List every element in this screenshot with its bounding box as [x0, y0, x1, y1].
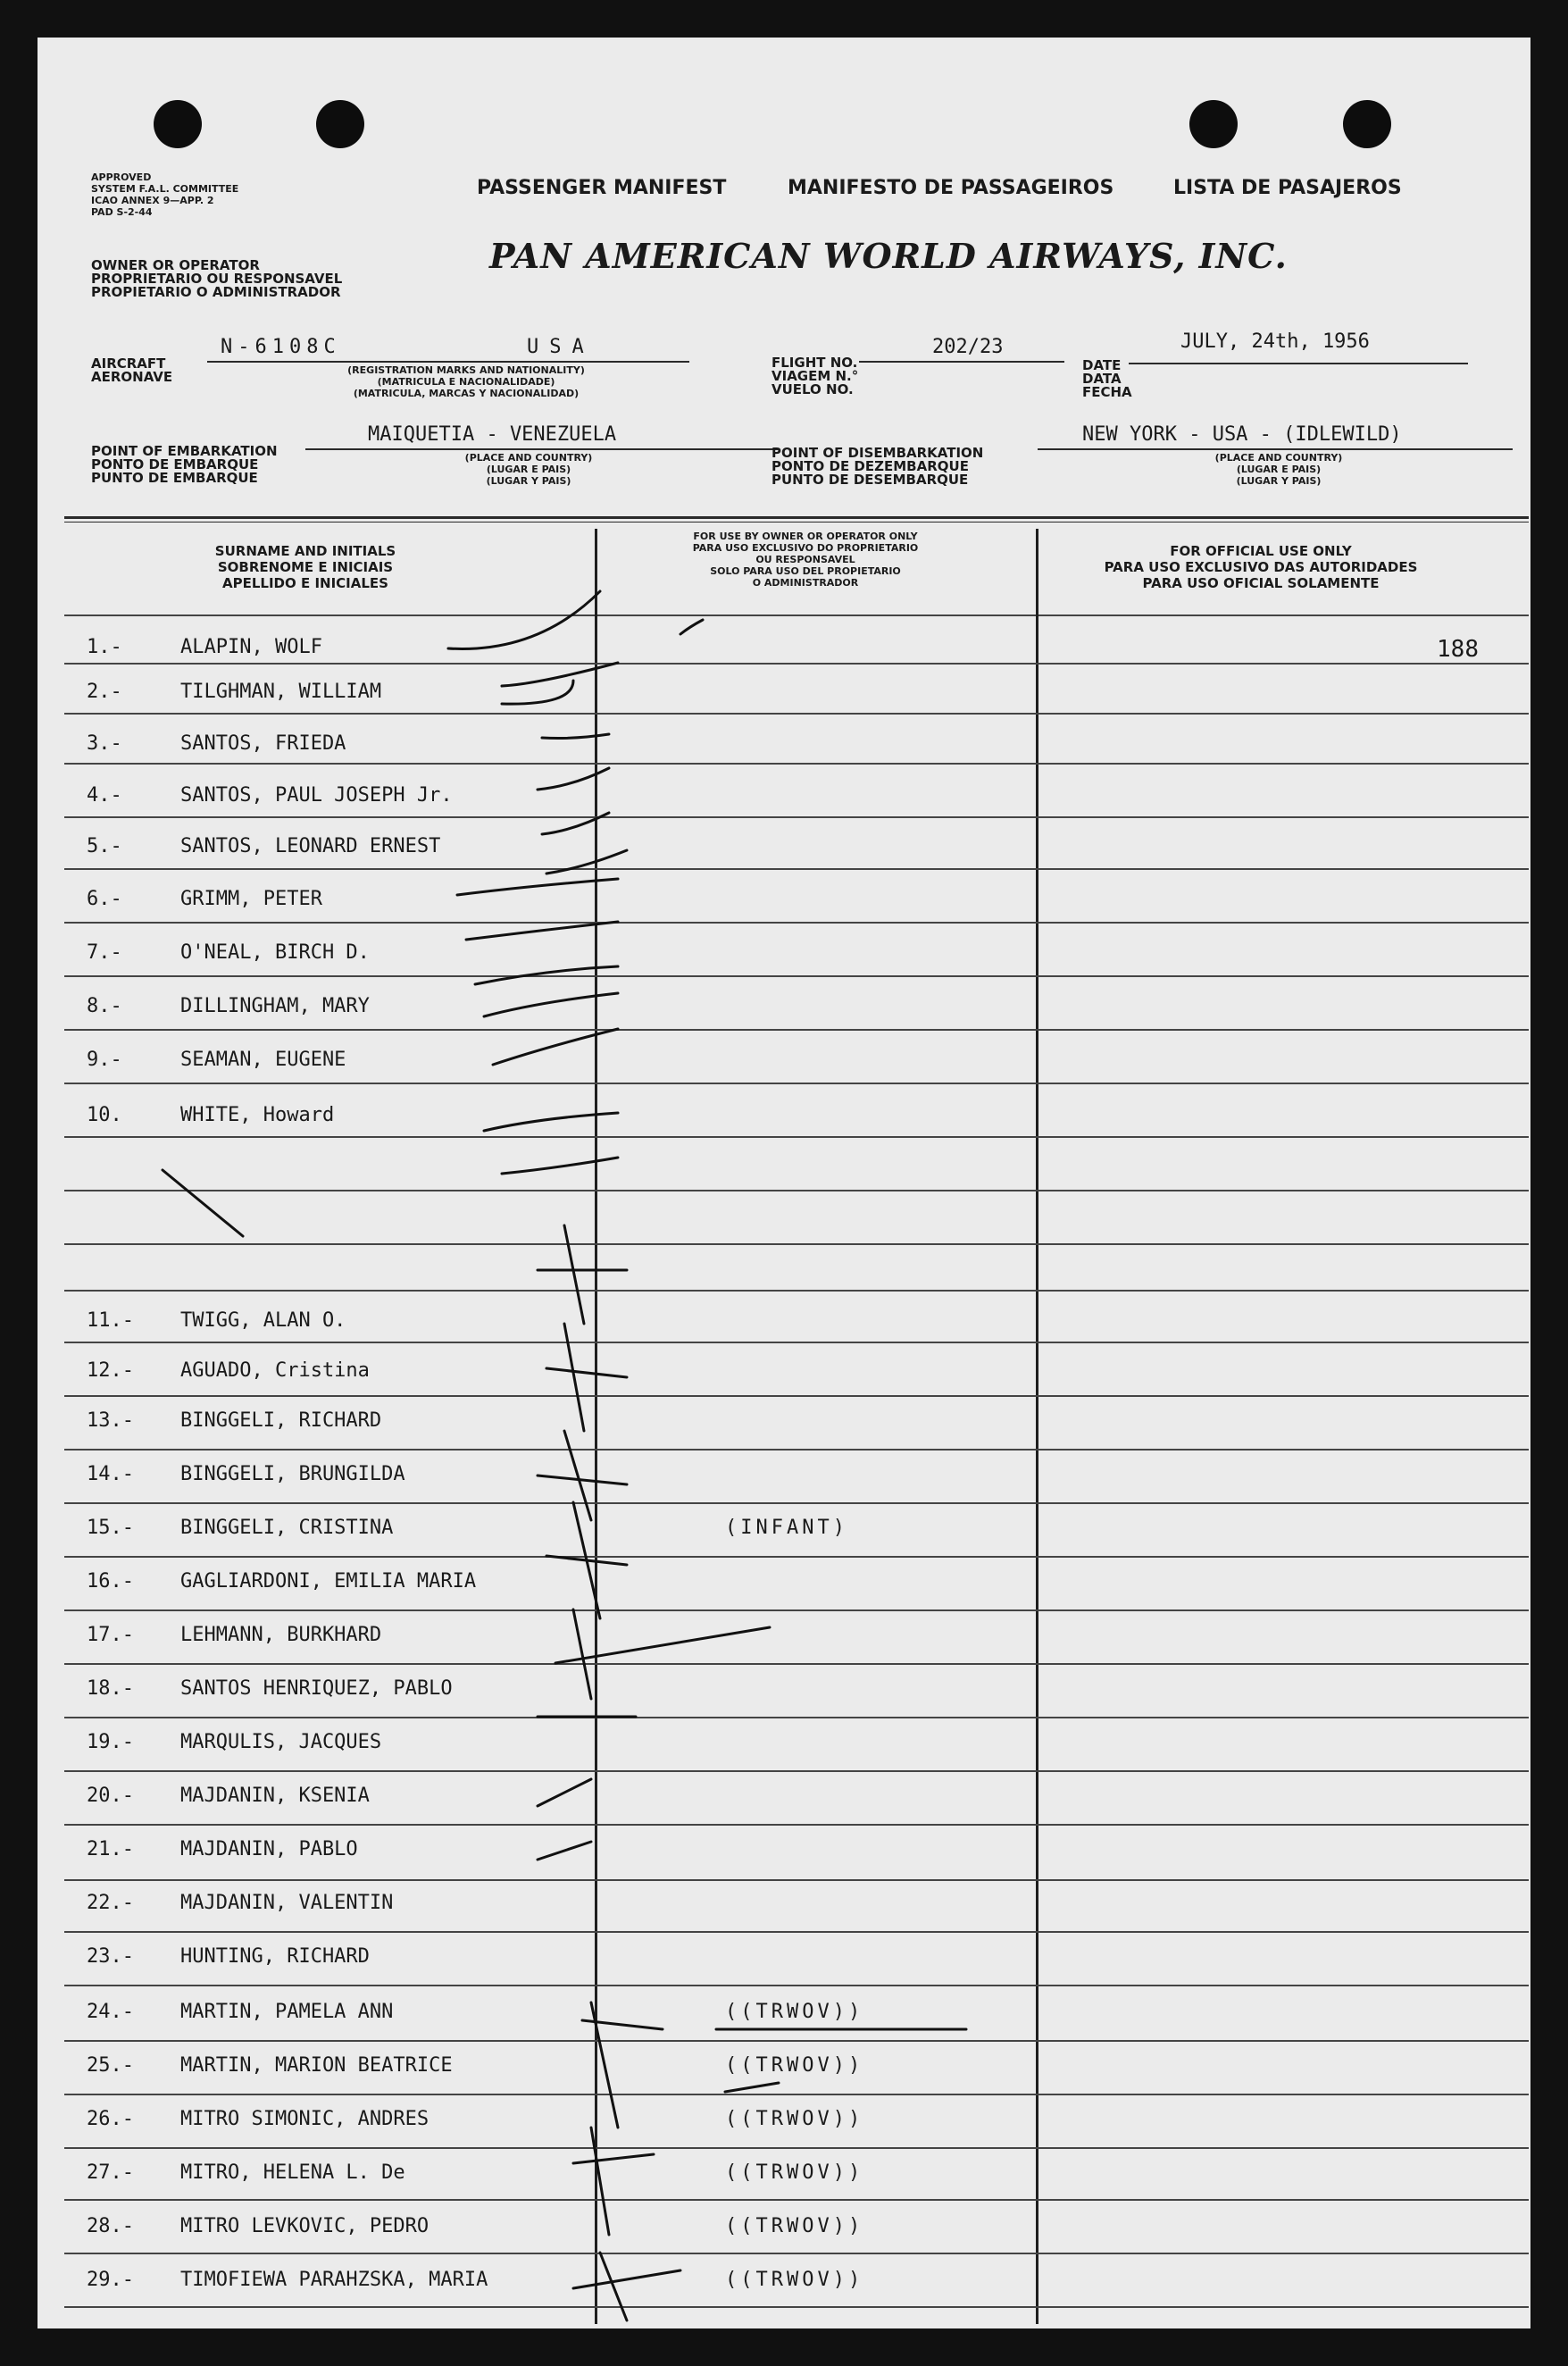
- official-count: 188: [1437, 636, 1479, 663]
- passenger-name: SANTOS, FRIEDA: [180, 732, 346, 755]
- passenger-name: WHITE, Howard: [180, 1104, 335, 1126]
- column-header-names: SURNAME AND INITIALS SOBRENOME E INICIAIS APELLIDO E INICIALES: [214, 543, 396, 591]
- passenger-name: TIMOFIEWA PARAHZSKA, MARIA: [180, 2269, 488, 2291]
- flight-caption: FLIGHT NO. VIAGEM N.° VUELO NO.: [771, 355, 859, 397]
- passenger-number: 10.: [87, 1104, 122, 1126]
- passenger-name: TWIGG, ALAN O.: [180, 1309, 346, 1332]
- passenger-number: 1.-: [87, 636, 122, 658]
- passenger-name: MITRO SIMONIC, ANDRES: [180, 2108, 430, 2130]
- passenger-name: O'NEAL, BIRCH D.: [180, 941, 370, 964]
- column-header-official: FOR OFFICIAL USE ONLY PARA USO EXCLUSIVO DAS AUTORIDADES PARA USO OFICIAL SOLAMENTE: [1104, 543, 1418, 591]
- aircraft-caption: AIRCRAFT AERONAVE: [91, 355, 173, 385]
- passenger-number: 6.-: [87, 888, 122, 910]
- passenger-name: TILGHMAN, WILLIAM: [180, 681, 382, 703]
- passenger-number: 16.-: [87, 1570, 134, 1593]
- passenger-name: SEAMAN, EUGENE: [180, 1049, 346, 1071]
- passenger-number: 20.-: [87, 1785, 134, 1807]
- passenger-number: 26.-: [87, 2108, 134, 2130]
- passenger-name: SANTOS, LEONARD ERNEST: [180, 835, 441, 857]
- embarkation-place: MAIQUETIA - VENEZUELA: [368, 423, 617, 446]
- passenger-name: ALAPIN, WOLF: [180, 636, 322, 658]
- passenger-name: GAGLIARDONI, EMILIA MARIA: [180, 1570, 477, 1593]
- disembarkation-caption: POINT OF DISEMBARKATION PONTO DE DEZEMBARQUE PUNTO DE DESEMBARQUE: [771, 445, 984, 488]
- embarkation-caption: POINT OF EMBARKATION PONTO DE EMBARQUE PUNTO DE EMBARQUE: [91, 443, 278, 486]
- passenger-number: 2.-: [87, 681, 122, 703]
- passenger-name: MAJDANIN, VALENTIN: [180, 1892, 394, 1914]
- passenger-number: 29.-: [87, 2269, 134, 2291]
- passenger-name: SANTOS, PAUL JOSEPH Jr.: [180, 784, 453, 807]
- owner-operator-caption: OWNER OR OPERATOR PROPRIETARIO OU RESPONSAVEL PROPIETARIO O ADMINISTRADOR: [91, 257, 343, 300]
- passenger-note: ((TRWOV)): [725, 2054, 864, 2077]
- aircraft-nationality: USA: [527, 336, 595, 358]
- passenger-number: 13.-: [87, 1409, 134, 1432]
- passenger-number: 25.-: [87, 2054, 134, 2077]
- passenger-name: MITRO, HELENA L. De: [180, 2161, 405, 2184]
- passenger-name: AGUADO, Cristina: [180, 1359, 370, 1382]
- passenger-name: DILLINGHAM, MARY: [180, 995, 370, 1017]
- passenger-number: 22.-: [87, 1892, 134, 1914]
- passenger-number: 19.-: [87, 1731, 134, 1753]
- passenger-note: ((TRWOV)): [725, 2001, 864, 2023]
- passenger-number: 15.-: [87, 1517, 134, 1539]
- passenger-name: GRIMM, PETER: [180, 888, 322, 910]
- disembarkation-place: NEW YORK - USA - (IDLEWILD): [1082, 423, 1402, 446]
- disembarkation-place-caption: (PLACE AND COUNTRY) (LUGAR E PAIS) (LUGAR Y PAIS): [1214, 452, 1343, 487]
- registration-caption: (REGISTRATION MARKS AND NATIONALITY) (MATRICULA E NACIONALIDADE) (MATRICULA, MARCAS Y NACIONALIDAD): [347, 364, 585, 399]
- passenger-number: 11.-: [87, 1309, 134, 1332]
- passenger-name: MITRO LEVKOVIC, PEDRO: [180, 2215, 430, 2237]
- passenger-number: 9.-: [87, 1049, 122, 1071]
- passenger-number: 27.-: [87, 2161, 134, 2184]
- passenger-note: (INFANT): [725, 1517, 848, 1539]
- date-caption: DATE DATA FECHA: [1082, 357, 1132, 400]
- manifest-sheet: [38, 38, 1530, 2328]
- approval-caption: APPROVED SYSTEM F.A.L. COMMITTEE ICAO ANNEX 9—APP. 2 PAD S-2-44: [91, 171, 239, 218]
- passenger-number: 21.-: [87, 1838, 134, 1860]
- passenger-note: ((TRWOV)): [725, 2108, 864, 2130]
- title-portuguese: MANIFESTO DE PASSAGEIROS: [788, 177, 1114, 199]
- passenger-number: 28.-: [87, 2215, 134, 2237]
- passenger-number: 14.-: [87, 1463, 134, 1485]
- passenger-name: LEHMANN, BURKHARD: [180, 1624, 382, 1646]
- passenger-name: HUNTING, RICHARD: [180, 1945, 370, 1968]
- passenger-number: 5.-: [87, 835, 122, 857]
- passenger-number: 18.-: [87, 1677, 134, 1700]
- title-spanish: LISTA DE PASAJEROS: [1173, 177, 1402, 199]
- aircraft-registration: N-6108C: [221, 336, 341, 358]
- airline-name: PAN AMERICAN WORLD AIRWAYS, INC.: [489, 236, 1288, 276]
- passenger-name: MARTIN, PAMELA ANN: [180, 2001, 394, 2023]
- passenger-note: ((TRWOV)): [725, 2215, 864, 2237]
- passenger-number: 4.-: [87, 784, 122, 807]
- handwritten-marks: [38, 38, 1530, 2328]
- passenger-number: 7.-: [87, 941, 122, 964]
- title-english: PASSENGER MANIFEST: [477, 177, 727, 199]
- passenger-number: 23.-: [87, 1945, 134, 1968]
- passenger-number: 8.-: [87, 995, 122, 1017]
- passenger-number: 12.-: [87, 1359, 134, 1382]
- passenger-name: MARQULIS, JACQUES: [180, 1731, 382, 1753]
- column-header-operator: FOR USE BY OWNER OR OPERATOR ONLY PARA USO EXCLUSIVO DO PROPRIETARIO OU RESPONSAVEL SOLO PARA USO DEL PROPIETARIO O ADMINISTRADOR: [692, 531, 919, 589]
- flight-number: 202/23: [932, 336, 1004, 358]
- passenger-number: 3.-: [87, 732, 122, 755]
- passenger-name: SANTOS HENRIQUEZ, PABLO: [180, 1677, 453, 1700]
- passenger-name: BINGGELI, CRISTINA: [180, 1517, 394, 1539]
- passenger-name: BINGGELI, BRUNGILDA: [180, 1463, 405, 1485]
- passenger-note: ((TRWOV)): [725, 2161, 864, 2184]
- passenger-name: BINGGELI, RICHARD: [180, 1409, 382, 1432]
- embarkation-place-caption: (PLACE AND COUNTRY) (LUGAR E PAIS) (LUGAR Y PAIS): [464, 452, 593, 487]
- passenger-note: ((TRWOV)): [725, 2269, 864, 2291]
- passenger-name: MARTIN, MARION BEATRICE: [180, 2054, 453, 2077]
- passenger-number: 24.-: [87, 2001, 134, 2023]
- passenger-number: 17.-: [87, 1624, 134, 1646]
- passenger-name: MAJDANIN, PABLO: [180, 1838, 358, 1860]
- passenger-name: MAJDANIN, KSENIA: [180, 1785, 370, 1807]
- date: JULY, 24th, 1956: [1180, 330, 1370, 353]
